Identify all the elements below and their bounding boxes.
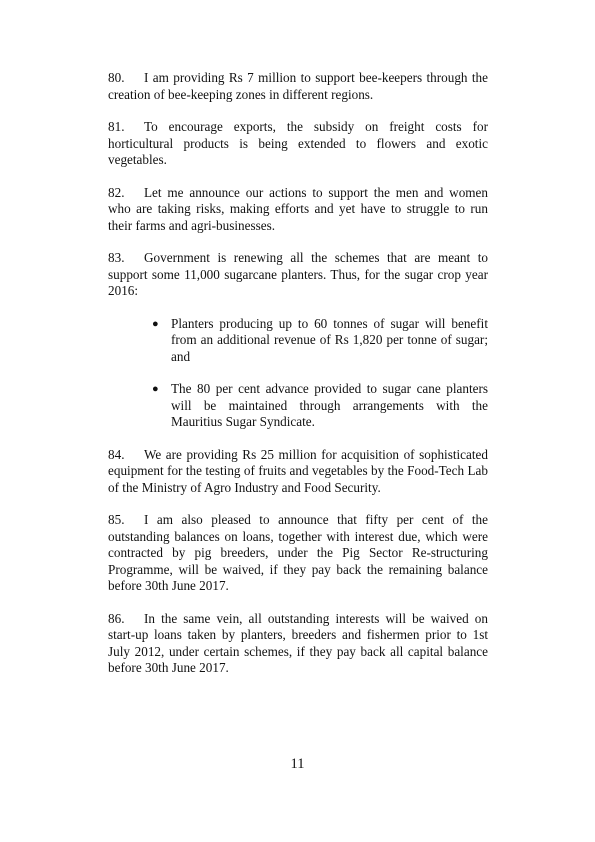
bullet-list [108, 316, 488, 431]
paragraph-number: 86. [108, 610, 125, 626]
paragraph-82 [108, 185, 488, 235]
paragraph-number: 82. [108, 184, 125, 200]
paragraph-83 [108, 250, 488, 300]
paragraph-86 [108, 611, 488, 677]
paragraph-text: I am providing Rs 7 million to support bee-keepers through the creation of bee-keeping zones in different regions. [108, 70, 488, 102]
paragraph-number: 85. [108, 512, 125, 527]
paragraph-number: 81. [108, 119, 125, 134]
paragraph-85 [108, 512, 488, 595]
paragraph-number: 80. [108, 70, 125, 85]
paragraph-84 [108, 447, 488, 497]
paragraph-81 [108, 119, 488, 169]
bullet-item [108, 381, 488, 431]
bullet-icon: ● [152, 383, 159, 395]
bullet-text: Planters producing up to 60 tonnes of sugar will benefit from an additional revenue of Rs 1,820 per tonne of sugar; and [171, 315, 488, 364]
paragraph-number: 83. [108, 250, 125, 265]
paragraph-text: Government is renewing all the schemes that are meant to support some 11,000 sugarcane planters. Thus, for the sugar crop year 2016: [108, 250, 488, 298]
paragraph-80 [108, 70, 488, 103]
bullet-text: The 80 per cent advance provided to sugar cane planters will be maintained through arrangements with the Mauritius Sugar Syndicate. [171, 381, 488, 429]
paragraph-text: Let me announce our actions to support the men and women who are taking risks, making efforts and yet have to struggle to run their farms and agri-businesses. [108, 184, 488, 233]
paragraph-text: I am also pleased to announce that fifty per cent of the outstanding balances on loans, together with interest due, which were contracted by pig breeders, under the Pig Sector Re-structuring Programme, will be waived, if they pay back the remaining balance before 30th June 2017. [108, 512, 488, 593]
page-content [108, 70, 488, 693]
paragraph-text: We are providing Rs 25 million for acquisition of sophisticated equipment for the testing of fruits and vegetables by the Food-Tech Lab of the Ministry of Agro Industry and Food Security. [108, 446, 488, 495]
page-number: 11 [290, 756, 305, 772]
paragraph-number: 84. [108, 446, 125, 462]
bullet-icon: ● [152, 317, 159, 330]
paragraph-text: In the same vein, all outstanding interests will be waived on start-up loans taken by planters, breeders and fishermen prior to 1st July 2012, under certain schemes, if they pay back all capital balance before 30th June 2017. [108, 610, 488, 675]
bullet-item [108, 316, 488, 366]
paragraph-text: To encourage exports, the subsidy on freight costs for horticultural products is being extended to flowers and exotic vegetables. [108, 119, 488, 167]
